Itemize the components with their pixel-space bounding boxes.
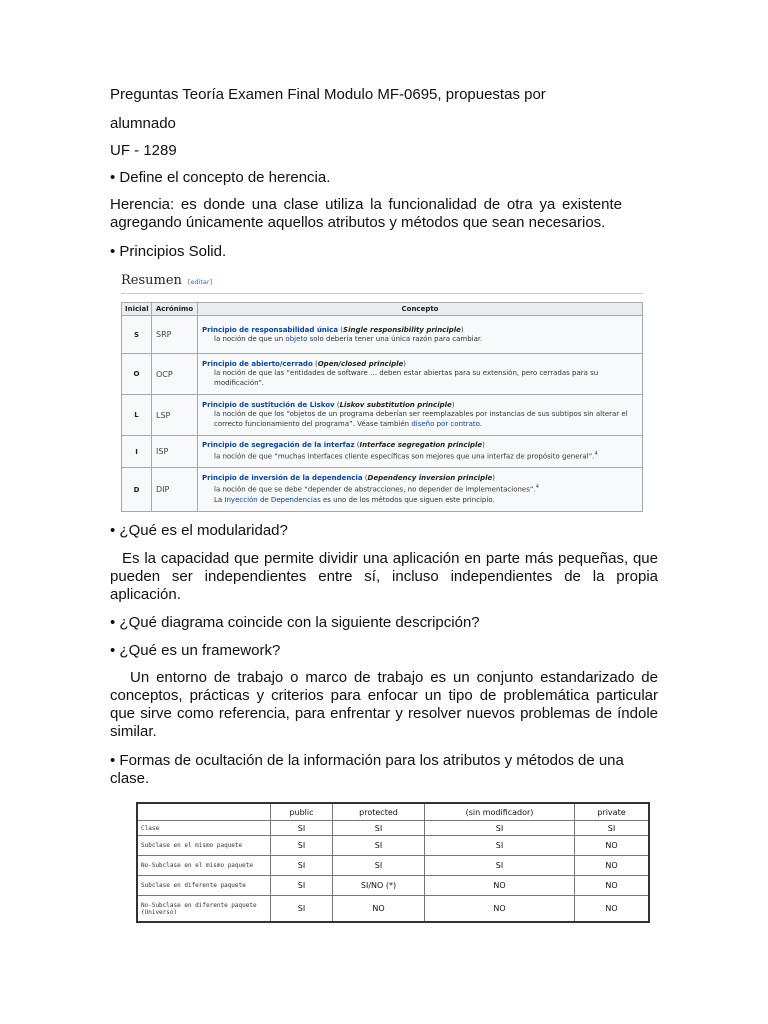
principle-link[interactable]: Principio de sustitución de Liskov (202, 401, 335, 409)
row-label: No-Subclase en el mismo paquete (138, 856, 271, 876)
description-text: es uno de los métodos que siguen este principio. (320, 495, 495, 504)
question-framework: • ¿Qué es un framework? (110, 642, 281, 659)
concept-cell: Principio de sustitución de Liskov (Liskov substitution principle) la noción de que los “objetos de un programa deberían ser reemplazables por instancias de sus subtipos sin alterar el correcto funcionamiento del programa”. Véase también diseño por contrato. (198, 395, 643, 436)
initial-cell: O (122, 354, 152, 395)
uf-code: UF - 1289 (110, 142, 177, 159)
header-private: private (575, 804, 649, 821)
header-inicial: Inicial (122, 303, 152, 316)
principle-english: Liskov substitution principle (339, 401, 452, 409)
visibility-header-row (138, 804, 649, 821)
principle-link[interactable]: Principio de segregación de la interfaz (202, 441, 355, 450)
description-text: la noción de que se debe “depender de abstracciones, no depender de implementaciones”. (214, 485, 536, 494)
value-cell: NO (575, 856, 649, 876)
table-row (122, 436, 643, 468)
table-row (138, 836, 649, 856)
principle-description (202, 334, 638, 344)
question-solid: • Principios Solid. (110, 243, 227, 260)
value-cell: SI (333, 836, 425, 856)
principle-english: Interface segregation principle (359, 441, 483, 450)
principle-description (202, 449, 638, 461)
concept-cell: Principio de inversión de la dependencia (Dependency inversion principle) la noción de que se debe “depender de abstracciones, no depender de implementaciones”.$^4$ La Inyección de Dependencias es uno de los métodos que siguen este principio. (198, 468, 643, 512)
description-text: la noción de que los “objetos de un programa deberían ser reemplazables por instancias de sus subtipos sin alterar el correcto funcionamiento del programa”. Véase también (214, 410, 628, 428)
initial-cell: L (122, 395, 152, 436)
principle-description (202, 482, 638, 504)
table-row (138, 876, 649, 896)
principle-english: Open/closed principle (317, 360, 404, 368)
header-concepto: Concepto (198, 303, 643, 316)
principle-link[interactable]: Principio de abierto/cerrado (202, 360, 313, 368)
question-modularidad: • ¿Qué es el modularidad? (110, 522, 288, 539)
doc-title-line2: alumnado (110, 115, 176, 132)
value-cell: SI (271, 896, 333, 922)
initial-cell: I (122, 436, 152, 468)
value-cell: NO (575, 836, 649, 856)
value-cell: NO (425, 896, 575, 922)
row-label: Subclase en el mismo paquete (138, 836, 271, 856)
principle-english: Dependency inversion principle (367, 474, 493, 483)
dependency-injection-link[interactable]: Inyección de Dependencias (224, 495, 321, 504)
value-cell: SI (271, 821, 333, 836)
visibility-table (137, 803, 649, 922)
value-cell: SI/NO (*) (333, 876, 425, 896)
value-cell: NO (575, 896, 649, 922)
table-row (138, 856, 649, 876)
principle-link[interactable]: Principio de inversión de la dependencia (202, 474, 363, 483)
value-cell: SI (271, 836, 333, 856)
solid-header-row (122, 303, 643, 316)
question-herencia: • Define el concepto de herencia. (110, 169, 331, 186)
object-link[interactable]: objeto (285, 334, 308, 343)
description-text: la noción de que “muchas interfaces cliente específicas son mejores que una interfaz de propósito general”. (214, 452, 595, 461)
table-row (122, 354, 643, 395)
header-acronimo: Acrónimo (152, 303, 198, 316)
answer-modularidad: Es la capacidad que permite dividir una aplicación en parte más pequeñas, que pueden ser independientes entre sí, incluso independientes de la propia aplicación. (110, 550, 658, 603)
initial-cell: S (122, 316, 152, 354)
edit-link[interactable]: [editar] (187, 278, 213, 286)
value-cell: NO (333, 896, 425, 922)
principle-link[interactable]: Principio de responsabilidad única (202, 325, 339, 334)
value-cell: NO (575, 876, 649, 896)
solid-heading-text: Resumen (121, 273, 182, 288)
table-row (138, 896, 649, 922)
table-row (122, 395, 643, 436)
value-cell: SI (271, 876, 333, 896)
question-diagrama: • ¿Qué diagrama coincide con la siguiente descripción? (110, 614, 480, 631)
row-label: No-Subclase en diferente paquete (Universo) (138, 896, 271, 922)
acronym-cell: LSP (152, 395, 198, 436)
table-row (122, 468, 643, 512)
reference-link[interactable]: 4 (535, 484, 539, 491)
doc-title-line1: Preguntas Teoría Examen Final Modulo MF-0695, propuestas por (110, 86, 546, 103)
value-cell: SI (333, 856, 425, 876)
description-text: la noción de que un (214, 334, 286, 343)
value-cell: SI (425, 821, 575, 836)
solid-table (121, 302, 643, 512)
header-empty (138, 804, 271, 821)
initial-cell: D (122, 468, 152, 512)
answer-framework: Un entorno de trabajo o marco de trabajo es un conjunto estandarizado de conceptos, prácticas y criterios para enfocar un tipo de problemática particular que sirve como referencia, para enfrentar y resolver nuevos problemas de índole similar. (110, 669, 658, 740)
value-cell: NO (425, 876, 575, 896)
header-sin-modificador: (sin modificador) (425, 804, 575, 821)
value-cell: SI (425, 836, 575, 856)
row-label: Clase (138, 821, 271, 836)
acronym-cell: DIP (152, 468, 198, 512)
principle-english: Single responsibility principle (343, 325, 461, 334)
row-label: Subclase en diferente paquete (138, 876, 271, 896)
principle-description (202, 409, 638, 429)
design-by-contract-link[interactable]: diseño por contrato (411, 420, 480, 428)
acronym-cell: OCP (152, 354, 198, 395)
table-row (138, 821, 649, 836)
answer-herencia: Herencia: es donde una clase utiliza la funcionalidad de otra ya existente agregando únicamente aquellos atributos y métodos que sean necesarios. (110, 196, 622, 231)
reference-link[interactable]: 4 (594, 451, 598, 458)
value-cell: SI (333, 821, 425, 836)
concept-cell: Principio de responsabilidad única (Single responsibility principle) la noción de que un objeto solo debería tener una única razón para cambiar. (198, 316, 643, 354)
solid-heading (121, 273, 643, 294)
value-cell: SI (575, 821, 649, 836)
header-public: public (271, 804, 333, 821)
table-row (122, 316, 643, 354)
principle-description: la noción de que las “entidades de software … deben estar abiertas para su extensión, pero cerradas para su modificación”. (214, 369, 599, 387)
value-cell: SI (425, 856, 575, 876)
concept-cell: Principio de segregación de la interfaz (Interface segregation principle) la noción de que “muchas interfaces cliente específicas son mejores que una interfaz de propósito general”.$^4$ (198, 436, 643, 468)
description-text: La (214, 495, 225, 504)
question-ocultacion: • Formas de ocultación de la información para los atributos y métodos de una clase. (110, 752, 624, 787)
concept-cell: Principio de abierto/cerrado (Open/closed principle) la noción de que las “entidades de software … deben estar abiertas para su extensión, pero cerradas para su modificación”. (198, 354, 643, 395)
description-text: solo debería tener una única razón para cambiar. (307, 334, 483, 343)
value-cell: SI (271, 856, 333, 876)
solid-summary-figure (121, 273, 643, 512)
description-text: . (479, 420, 483, 428)
header-protected: protected (333, 804, 425, 821)
acronym-cell: ISP (152, 436, 198, 468)
acronym-cell: SRP (152, 316, 198, 354)
